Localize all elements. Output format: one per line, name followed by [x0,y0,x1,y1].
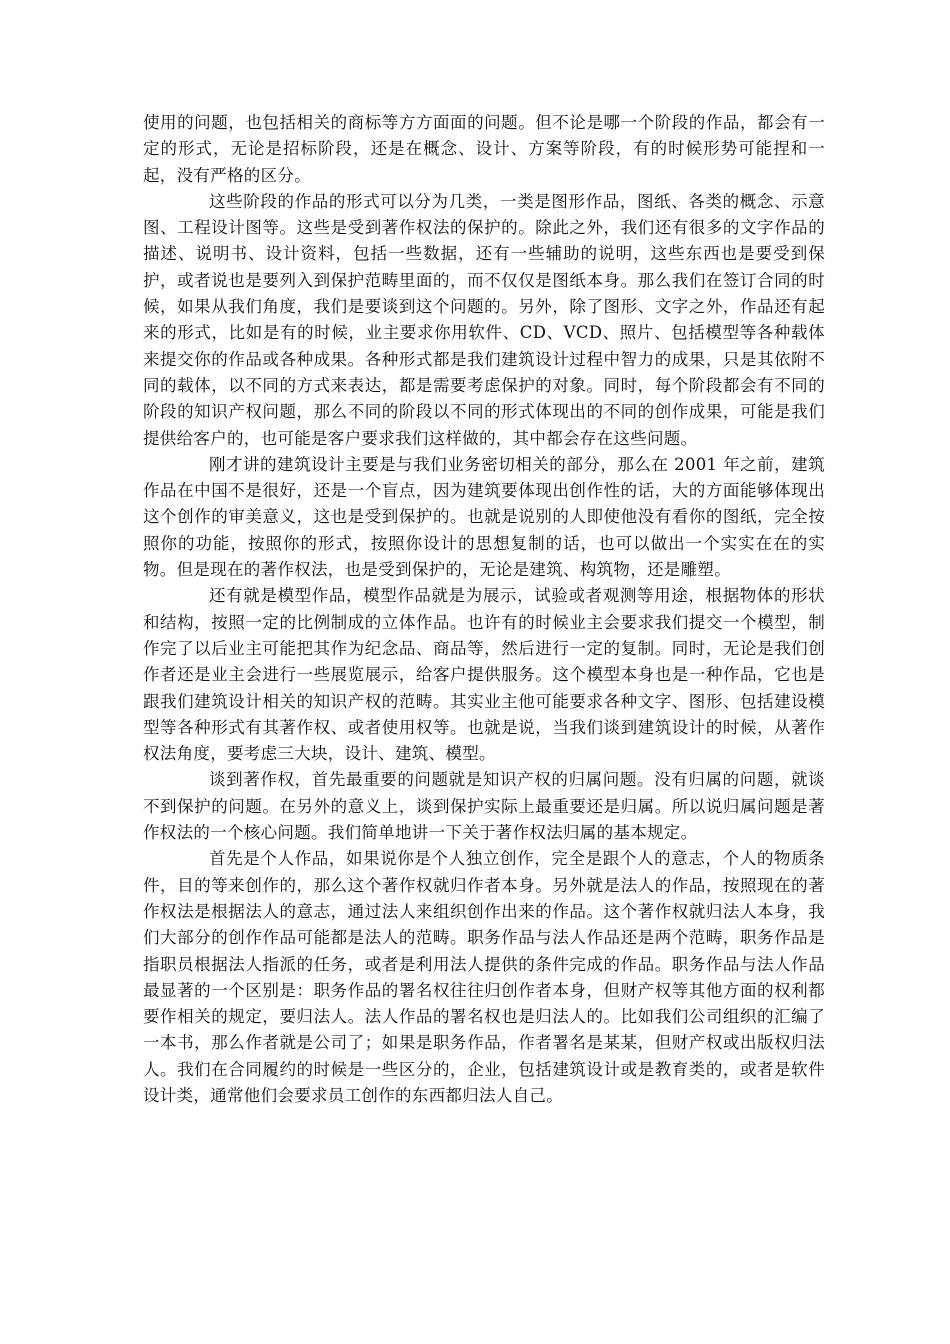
paragraph-work-forms: 这些阶段的作品的形式可以分为几类，一类是图形作品，图纸、各类的概念、示意图、工程设计图等。这些是受到著作权法的保护的。除此之外，我们还有很多的文字作品的描述、说明书、设计资料，包括一些数据，还有一些辅助的说明，这些东西也是要受到保护，或者说也是要列入到保护范畴里面的，而不仅仅是图纸本身。那么我们在签订合同的时候，如果从我们角度，我们是要谈到这个问题的。另外，除了图形、文字之外，作品还有起来的形式，比如是有的时候，业主要求你用软件、CD、VCD、照片、包括模型等各种载体来提交你的作品或各种成果。各种形式都是我们建筑设计过程中智力的成果，只是其依附不同的载体，以不同的方式来表达，都是需要考虑保护的对象。同时，每个阶段都会有不同的阶段的知识产权问题，那么不同的阶段以不同的形式体现出的不同的创作成果，可能是我们提供给客户的，也可能是客户要求我们这样做的，其中都会存在这些问题。 [143,191,825,448]
paragraph-ownership: 谈到著作权，首先最重要的问题就是知识产权的归属问题。没有归属的问题，就谈不到保护的问题。在另外的意义上，谈到保护实际上最重要还是归属。所以说归属问题是著作权法的一个核心问题。我们简单地讲一下关于著作权法归属的基本规定。 [143,770,825,843]
document-body [143,110,825,1109]
paragraph-architectural-works: 刚才讲的建筑设计主要是与我们业务密切相关的部分，那么在 2001 年之前，建筑作品在中国不是很好，还是一个盲点，因为建筑要体现出创作性的话，大的方面能够体现出这个创作的审美意义，这也是受到保护的。也就是说别的人即使他没有看你的图纸，完全按照你的功能，按照你的形式，按照你设计的思想复制的话，也可以做出一个实实在在的实物。但是现在的著作权法，也是受到保护的，无论是建筑、构筑物，还是雕塑。 [143,454,825,580]
paragraph-continuation: 使用的问题，也包括相关的商标等方方面面的问题。但不论是哪一个阶段的作品，都会有一定的形式，无论是招标阶段，还是在概念、设计、方案等阶段，有的时候形势可能捏和一起，没有严格的区分。 [143,113,825,185]
paragraph-personal-works: 首先是个人作品，如果说你是个人独立创作，完全是跟个人的意志，个人的物质条件，目的等来创作的，那么这个著作权就归作者本身。另外就是法人的作品，按照现在的著作权法是根据法人的意志，通过法人来组织创作出来的作品。这个著作权就归法人本身，我们大部分的创作作品可能都是法人的范畴。职务作品与法人作品还是两个范畴，职务作品是指职员根据法人指派的任务，或者是利用法人提供的条件完成的作品。职务作品与法人作品最显著的一个区别是：职务作品的署名权往往归创作者本身，但财产权等其他方面的权利都要作相关的规定，要归法人。法人作品的署名权也是归法人的。比如我们公司组织的汇编了一本书，那么作者就是公司了；如果是职务作品，作者署名是某某，但财产权或出版权归法人。我们在合同履约的时候是一些区分的，企业，包括建筑设计或是教育类的，或者是软件设计类，通常他们会要求员工创作的东西都归法人自己。 [143,849,825,1105]
paragraph-model-works: 还有就是模型作品，模型作品就是为展示，试验或者观测等用途，根据物体的形状和结构，按照一定的比例制成的立体作品。也许有的时候业主会要求我们提交一个模型，制作完了以后业主可能把其作为纪念品、商品等，然后进行一定的复制。同时，无论是我们创作者还是业主会进行一些展览展示，给客户提供服务。这个模型本身也是一种作品，它也是跟我们建筑设计相关的知识产权的范畴。其实业主他可能要求各种文字、图形、包括建设模型等各种形式有其著作权、或者使用权等。也就是说，当我们谈到建筑设计的时候，从著作权法角度，要考虑三大块，设计、建筑、模型。 [143,586,825,764]
